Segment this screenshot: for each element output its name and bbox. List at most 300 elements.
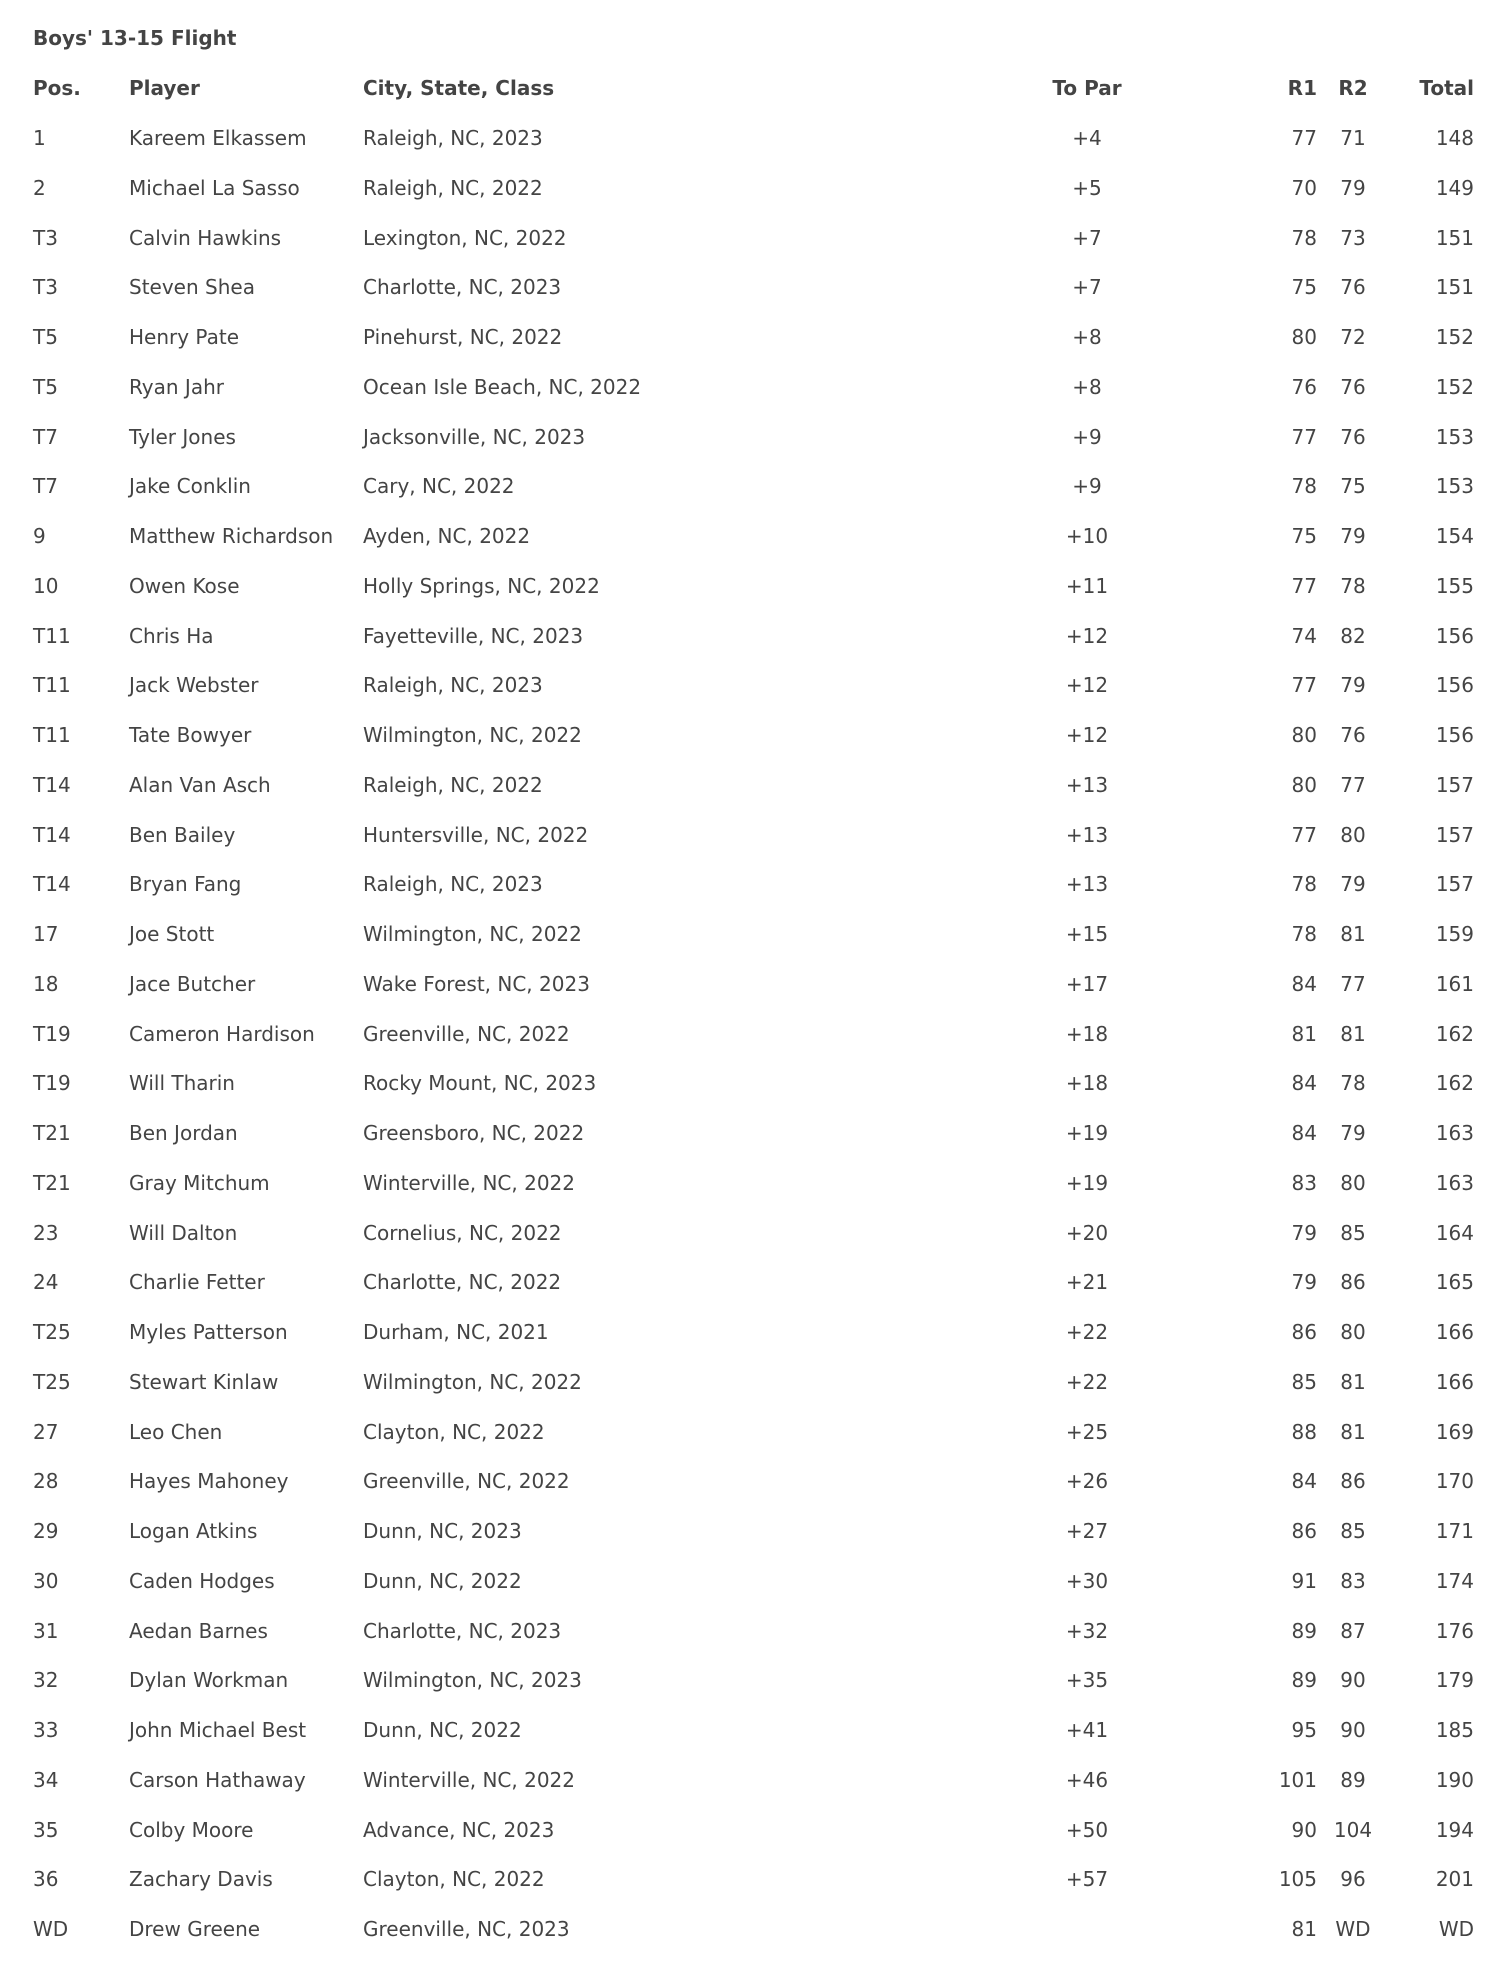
- cell-r2: 79: [1340, 1121, 1366, 1145]
- cell-city: Greenville, NC, 2022: [363, 1469, 570, 1493]
- cell-r1: 85: [1291, 1370, 1317, 1394]
- table-row: [0, 1611, 1500, 1651]
- cell-to-par: +12: [1065, 723, 1109, 747]
- cell-total: 162: [1435, 1022, 1474, 1046]
- cell-pos: WD: [33, 1917, 69, 1941]
- column-header-pos: Pos.: [33, 76, 81, 100]
- cell-player: Jake Conklin: [129, 474, 251, 498]
- cell-city: Holly Springs, NC, 2022: [363, 574, 600, 598]
- cell-to-par: +19: [1065, 1171, 1109, 1195]
- cell-r2: 79: [1340, 524, 1366, 548]
- cell-total: 155: [1435, 574, 1474, 598]
- cell-total: 166: [1435, 1370, 1474, 1394]
- cell-player: Owen Kose: [129, 574, 240, 598]
- cell-pos: T7: [33, 474, 58, 498]
- table-row: [0, 1859, 1500, 1899]
- cell-player: Bryan Fang: [129, 872, 242, 896]
- cell-to-par: +17: [1065, 972, 1109, 996]
- cell-city: Rocky Mount, NC, 2023: [363, 1071, 597, 1095]
- cell-pos: T11: [33, 723, 71, 747]
- cell-r2: 80: [1340, 1171, 1366, 1195]
- cell-pos: T3: [33, 275, 58, 299]
- cell-r1: 89: [1291, 1668, 1317, 1692]
- cell-pos: 28: [33, 1469, 59, 1493]
- table-row: [0, 1760, 1500, 1800]
- column-header-player: Player: [129, 76, 200, 100]
- cell-city: Ayden, NC, 2022: [363, 524, 531, 548]
- cell-to-par: +12: [1065, 624, 1109, 648]
- cell-r1: 83: [1291, 1171, 1317, 1195]
- cell-city: Greenville, NC, 2022: [363, 1022, 570, 1046]
- cell-player: Logan Atkins: [129, 1519, 258, 1543]
- cell-r1: 75: [1291, 524, 1317, 548]
- cell-r1: 76: [1291, 375, 1317, 399]
- cell-r2: 85: [1340, 1221, 1366, 1245]
- cell-pos: 17: [33, 922, 59, 946]
- cell-r1: 84: [1291, 1121, 1317, 1145]
- table-row: [0, 616, 1500, 656]
- cell-r2: 77: [1340, 773, 1366, 797]
- cell-city: Ocean Isle Beach, NC, 2022: [363, 375, 642, 399]
- cell-r2: 80: [1340, 1320, 1366, 1344]
- cell-total: 169: [1435, 1420, 1474, 1444]
- cell-total: 162: [1435, 1071, 1474, 1095]
- column-header-r1: R1: [1287, 76, 1317, 100]
- cell-player: Ben Bailey: [129, 823, 236, 847]
- table-row: [0, 218, 1500, 258]
- cell-city: Charlotte, NC, 2022: [363, 1270, 562, 1294]
- cell-r1: 77: [1291, 574, 1317, 598]
- cell-city: Wilmington, NC, 2022: [363, 922, 582, 946]
- cell-to-par: +21: [1065, 1270, 1109, 1294]
- cell-r2: 86: [1340, 1469, 1366, 1493]
- cell-r1: 90: [1291, 1818, 1317, 1842]
- cell-r1: 105: [1278, 1867, 1317, 1891]
- cell-player: Tate Bowyer: [129, 723, 252, 747]
- cell-r2: 78: [1340, 574, 1366, 598]
- cell-r1: 101: [1278, 1768, 1317, 1792]
- cell-total: 157: [1435, 872, 1474, 896]
- cell-player: Steven Shea: [129, 275, 255, 299]
- cell-city: Wilmington, NC, 2023: [363, 1668, 582, 1692]
- cell-pos: 30: [33, 1569, 59, 1593]
- cell-pos: 32: [33, 1668, 59, 1692]
- cell-city: Clayton, NC, 2022: [363, 1867, 545, 1891]
- cell-r1: 77: [1291, 126, 1317, 150]
- cell-to-par: +9: [1072, 425, 1102, 449]
- cell-r1: 95: [1291, 1718, 1317, 1742]
- cell-pos: 31: [33, 1619, 59, 1643]
- cell-player: Stewart Kinlaw: [129, 1370, 279, 1394]
- table-header-row: [0, 68, 1500, 108]
- cell-city: Wilmington, NC, 2022: [363, 723, 582, 747]
- cell-total: 157: [1435, 773, 1474, 797]
- table-row: [0, 1113, 1500, 1153]
- cell-to-par: +27: [1065, 1519, 1109, 1543]
- table-row: [0, 1412, 1500, 1452]
- cell-total: 156: [1435, 624, 1474, 648]
- cell-city: Clayton, NC, 2022: [363, 1420, 545, 1444]
- table-row: [0, 914, 1500, 954]
- cell-to-par: +10: [1065, 524, 1109, 548]
- cell-total: 171: [1435, 1519, 1474, 1543]
- cell-to-par: +11: [1065, 574, 1109, 598]
- cell-to-par: +7: [1072, 226, 1102, 250]
- cell-player: Aedan Barnes: [129, 1619, 268, 1643]
- cell-to-par: +35: [1065, 1668, 1109, 1692]
- cell-player: Cameron Hardison: [129, 1022, 315, 1046]
- cell-to-par: +22: [1065, 1370, 1109, 1394]
- table-row: [0, 715, 1500, 755]
- cell-to-par: +32: [1065, 1619, 1109, 1643]
- cell-r1: 89: [1291, 1619, 1317, 1643]
- cell-r1: 84: [1291, 972, 1317, 996]
- cell-to-par: +30: [1065, 1569, 1109, 1593]
- cell-pos: 9: [33, 524, 46, 548]
- cell-r2: 79: [1340, 673, 1366, 697]
- cell-total: 152: [1435, 375, 1474, 399]
- column-header-r2: R2: [1338, 76, 1368, 100]
- cell-player: Jace Butcher: [129, 972, 256, 996]
- cell-to-par: +5: [1072, 176, 1102, 200]
- cell-city: Wake Forest, NC, 2023: [363, 972, 590, 996]
- cell-r2: 78: [1340, 1071, 1366, 1095]
- cell-r2: 81: [1340, 1420, 1366, 1444]
- cell-city: Greensboro, NC, 2022: [363, 1121, 585, 1145]
- cell-player: Henry Pate: [129, 325, 239, 349]
- cell-to-par: +57: [1065, 1867, 1109, 1891]
- cell-pos: 10: [33, 574, 59, 598]
- cell-r1: 84: [1291, 1071, 1317, 1095]
- table-row: [0, 367, 1500, 407]
- table-row: [0, 1909, 1500, 1949]
- cell-to-par: +20: [1065, 1221, 1109, 1245]
- cell-to-par: +4: [1072, 126, 1102, 150]
- cell-player: Matthew Richardson: [129, 524, 334, 548]
- table-row: [0, 168, 1500, 208]
- cell-pos: T14: [33, 823, 71, 847]
- cell-city: Advance, NC, 2023: [363, 1818, 555, 1842]
- cell-player: Will Tharin: [129, 1071, 235, 1095]
- cell-pos: 33: [33, 1718, 59, 1742]
- table-row: [0, 864, 1500, 904]
- cell-player: Myles Patterson: [129, 1320, 288, 1344]
- cell-total: 185: [1435, 1718, 1474, 1742]
- column-header-to-par: To Par: [1052, 76, 1122, 100]
- cell-to-par: +19: [1065, 1121, 1109, 1145]
- cell-r1: 80: [1291, 325, 1317, 349]
- column-header-total: Total: [1419, 76, 1474, 100]
- cell-to-par: +15: [1065, 922, 1109, 946]
- cell-total: 154: [1435, 524, 1474, 548]
- table-row: [0, 1213, 1500, 1253]
- table-row: [0, 516, 1500, 556]
- cell-city: Pinehurst, NC, 2022: [363, 325, 563, 349]
- cell-total: 157: [1435, 823, 1474, 847]
- cell-player: Alan Van Asch: [129, 773, 271, 797]
- cell-city: Raleigh, NC, 2023: [363, 673, 543, 697]
- cell-pos: T25: [33, 1320, 71, 1344]
- cell-pos: T11: [33, 624, 71, 648]
- cell-r2: 81: [1340, 1022, 1366, 1046]
- cell-to-par: +8: [1072, 375, 1102, 399]
- cell-player: Charlie Fetter: [129, 1270, 265, 1294]
- cell-player: Gray Mitchum: [129, 1171, 270, 1195]
- cell-total: 151: [1435, 275, 1474, 299]
- cell-r2: 96: [1340, 1867, 1366, 1891]
- cell-total: 190: [1435, 1768, 1474, 1792]
- cell-city: Raleigh, NC, 2022: [363, 773, 543, 797]
- cell-total: 201: [1435, 1867, 1474, 1891]
- cell-city: Cary, NC, 2022: [363, 474, 515, 498]
- cell-player: Colby Moore: [129, 1818, 254, 1842]
- cell-r2: 104: [1333, 1818, 1373, 1842]
- cell-r2: 86: [1340, 1270, 1366, 1294]
- cell-to-par: +12: [1065, 673, 1109, 697]
- cell-player: Ryan Jahr: [129, 375, 224, 399]
- table-row: [0, 1561, 1500, 1601]
- cell-city: Winterville, NC, 2022: [363, 1171, 576, 1195]
- cell-r1: 86: [1291, 1320, 1317, 1344]
- cell-pos: T25: [33, 1370, 71, 1394]
- cell-r2: 76: [1340, 375, 1366, 399]
- cell-city: Jacksonville, NC, 2023: [363, 425, 586, 449]
- cell-r2: 90: [1340, 1668, 1366, 1692]
- cell-r1: 81: [1291, 1022, 1317, 1046]
- cell-pos: 35: [33, 1818, 59, 1842]
- cell-r2: 80: [1340, 823, 1366, 847]
- cell-r1: 77: [1291, 425, 1317, 449]
- cell-player: Drew Greene: [129, 1917, 261, 1941]
- table-row: [0, 1461, 1500, 1501]
- cell-city: Dunn, NC, 2022: [363, 1718, 522, 1742]
- cell-city: Wilmington, NC, 2022: [363, 1370, 582, 1394]
- cell-player: Tyler Jones: [129, 425, 236, 449]
- table-row: [0, 1163, 1500, 1203]
- cell-pos: 29: [33, 1519, 59, 1543]
- cell-r2: WD: [1335, 1917, 1371, 1941]
- cell-r2: 89: [1340, 1768, 1366, 1792]
- cell-total: 163: [1435, 1121, 1474, 1145]
- cell-pos: T11: [33, 673, 71, 697]
- cell-total: 166: [1435, 1320, 1474, 1344]
- cell-player: Jack Webster: [129, 673, 259, 697]
- cell-total: 170: [1435, 1469, 1474, 1493]
- cell-to-par: +13: [1065, 773, 1109, 797]
- cell-player: Zachary Davis: [129, 1867, 273, 1891]
- cell-r2: 77: [1340, 972, 1366, 996]
- cell-to-par: +18: [1065, 1022, 1109, 1046]
- cell-to-par: +50: [1065, 1818, 1109, 1842]
- flight-title: Boys' 13-15 Flight: [33, 26, 237, 50]
- cell-pos: 36: [33, 1867, 59, 1891]
- cell-city: Dunn, NC, 2022: [363, 1569, 522, 1593]
- cell-player: John Michael Best: [129, 1718, 307, 1742]
- cell-r2: 81: [1340, 1370, 1366, 1394]
- cell-r1: 75: [1291, 275, 1317, 299]
- cell-pos: 18: [33, 972, 59, 996]
- cell-city: Greenville, NC, 2023: [363, 1917, 570, 1941]
- cell-total: 179: [1435, 1668, 1474, 1692]
- cell-player: Will Dalton: [129, 1221, 238, 1245]
- cell-total: 176: [1435, 1619, 1474, 1643]
- cell-pos: T19: [33, 1022, 71, 1046]
- table-row: [0, 417, 1500, 457]
- column-header-city: City, State, Class: [363, 76, 555, 100]
- cell-r2: 76: [1340, 275, 1366, 299]
- cell-r1: 78: [1291, 922, 1317, 946]
- cell-r1: 80: [1291, 773, 1317, 797]
- cell-to-par: +7: [1072, 275, 1102, 299]
- cell-to-par: +46: [1065, 1768, 1109, 1792]
- table-row: [0, 466, 1500, 506]
- cell-total: 165: [1435, 1270, 1474, 1294]
- cell-r1: 88: [1291, 1420, 1317, 1444]
- cell-to-par: +41: [1065, 1718, 1109, 1742]
- table-row: [0, 1660, 1500, 1700]
- cell-pos: T21: [33, 1121, 71, 1145]
- cell-r1: 77: [1291, 673, 1317, 697]
- cell-city: Raleigh, NC, 2022: [363, 176, 543, 200]
- cell-pos: T5: [33, 375, 58, 399]
- cell-player: Chris Ha: [129, 624, 214, 648]
- cell-pos: 27: [33, 1420, 59, 1444]
- cell-pos: 23: [33, 1221, 59, 1245]
- cell-r2: 79: [1340, 176, 1366, 200]
- cell-total: 156: [1435, 723, 1474, 747]
- table-row: [0, 964, 1500, 1004]
- cell-r1: 70: [1291, 176, 1317, 200]
- cell-pos: T5: [33, 325, 58, 349]
- cell-total: 149: [1435, 176, 1474, 200]
- cell-r2: 76: [1340, 425, 1366, 449]
- cell-pos: 34: [33, 1768, 59, 1792]
- table-row: [0, 566, 1500, 606]
- cell-r1: 77: [1291, 823, 1317, 847]
- table-row: [0, 317, 1500, 357]
- cell-r1: 74: [1291, 624, 1317, 648]
- cell-city: Durham, NC, 2021: [363, 1320, 549, 1344]
- cell-pos: T7: [33, 425, 58, 449]
- cell-to-par: +13: [1065, 823, 1109, 847]
- cell-pos: T14: [33, 773, 71, 797]
- cell-total: 153: [1435, 474, 1474, 498]
- cell-r1: 78: [1291, 474, 1317, 498]
- cell-total: 194: [1435, 1818, 1474, 1842]
- table-row: [0, 1710, 1500, 1750]
- cell-r1: 78: [1291, 226, 1317, 250]
- cell-pos: T3: [33, 226, 58, 250]
- cell-player: Caden Hodges: [129, 1569, 275, 1593]
- table-row: [0, 267, 1500, 307]
- cell-player: Dylan Workman: [129, 1668, 289, 1692]
- cell-total: 153: [1435, 425, 1474, 449]
- cell-total: 161: [1435, 972, 1474, 996]
- cell-city: Cornelius, NC, 2022: [363, 1221, 562, 1245]
- cell-pos: 2: [33, 176, 46, 200]
- cell-r2: 71: [1340, 126, 1366, 150]
- cell-r2: 76: [1340, 723, 1366, 747]
- cell-city: Fayetteville, NC, 2023: [363, 624, 584, 648]
- cell-r1: 81: [1291, 1917, 1317, 1941]
- cell-r2: 90: [1340, 1718, 1366, 1742]
- table-row: [0, 1511, 1500, 1551]
- cell-to-par: +22: [1065, 1320, 1109, 1344]
- cell-total: 174: [1435, 1569, 1474, 1593]
- table-row: [0, 1014, 1500, 1054]
- cell-r2: 75: [1340, 474, 1366, 498]
- cell-r1: 91: [1291, 1569, 1317, 1593]
- table-row: [0, 1810, 1500, 1850]
- cell-to-par: +9: [1072, 474, 1102, 498]
- cell-total: 163: [1435, 1171, 1474, 1195]
- cell-player: Carson Hathaway: [129, 1768, 306, 1792]
- cell-r2: 81: [1340, 922, 1366, 946]
- cell-city: Charlotte, NC, 2023: [363, 275, 562, 299]
- cell-to-par: [1037, 1909, 1137, 1949]
- cell-r1: 79: [1291, 1270, 1317, 1294]
- cell-pos: T14: [33, 872, 71, 896]
- table-row: [0, 815, 1500, 855]
- cell-player: Michael La Sasso: [129, 176, 300, 200]
- cell-city: Charlotte, NC, 2023: [363, 1619, 562, 1643]
- cell-to-par: +18: [1065, 1071, 1109, 1095]
- cell-pos: 24: [33, 1270, 59, 1294]
- cell-city: Dunn, NC, 2023: [363, 1519, 522, 1543]
- table-row: [0, 1362, 1500, 1402]
- cell-r2: 82: [1340, 624, 1366, 648]
- cell-r1: 79: [1291, 1221, 1317, 1245]
- cell-r2: 87: [1340, 1619, 1366, 1643]
- cell-city: Raleigh, NC, 2023: [363, 872, 543, 896]
- cell-to-par: +25: [1065, 1420, 1109, 1444]
- cell-player: Hayes Mahoney: [129, 1469, 289, 1493]
- table-row: [0, 1262, 1500, 1302]
- cell-total: 159: [1435, 922, 1474, 946]
- cell-r2: 72: [1340, 325, 1366, 349]
- cell-total: 164: [1435, 1221, 1474, 1245]
- cell-to-par: +8: [1072, 325, 1102, 349]
- cell-city: Winterville, NC, 2022: [363, 1768, 576, 1792]
- cell-r1: 86: [1291, 1519, 1317, 1543]
- cell-to-par: +13: [1065, 872, 1109, 896]
- cell-city: Huntersville, NC, 2022: [363, 823, 589, 847]
- cell-player: Calvin Hawkins: [129, 226, 282, 250]
- cell-total: 156: [1435, 673, 1474, 697]
- cell-total: WD: [1438, 1917, 1474, 1941]
- table-row: [0, 665, 1500, 705]
- cell-pos: T21: [33, 1171, 71, 1195]
- cell-pos: 1: [33, 126, 46, 150]
- table-row: [0, 118, 1500, 158]
- cell-total: 152: [1435, 325, 1474, 349]
- cell-r1: 84: [1291, 1469, 1317, 1493]
- cell-r2: 85: [1340, 1519, 1366, 1543]
- table-row: [0, 1312, 1500, 1352]
- table-row: [0, 765, 1500, 805]
- cell-r2: 73: [1340, 226, 1366, 250]
- cell-total: 151: [1435, 226, 1474, 250]
- cell-city: Raleigh, NC, 2023: [363, 126, 543, 150]
- cell-pos: T19: [33, 1071, 71, 1095]
- cell-r2: 79: [1340, 872, 1366, 896]
- cell-city: Lexington, NC, 2022: [363, 226, 567, 250]
- cell-total: 148: [1435, 126, 1474, 150]
- cell-r1: 78: [1291, 872, 1317, 896]
- cell-player: Leo Chen: [129, 1420, 223, 1444]
- cell-player: Kareem Elkassem: [129, 126, 307, 150]
- cell-player: Ben Jordan: [129, 1121, 238, 1145]
